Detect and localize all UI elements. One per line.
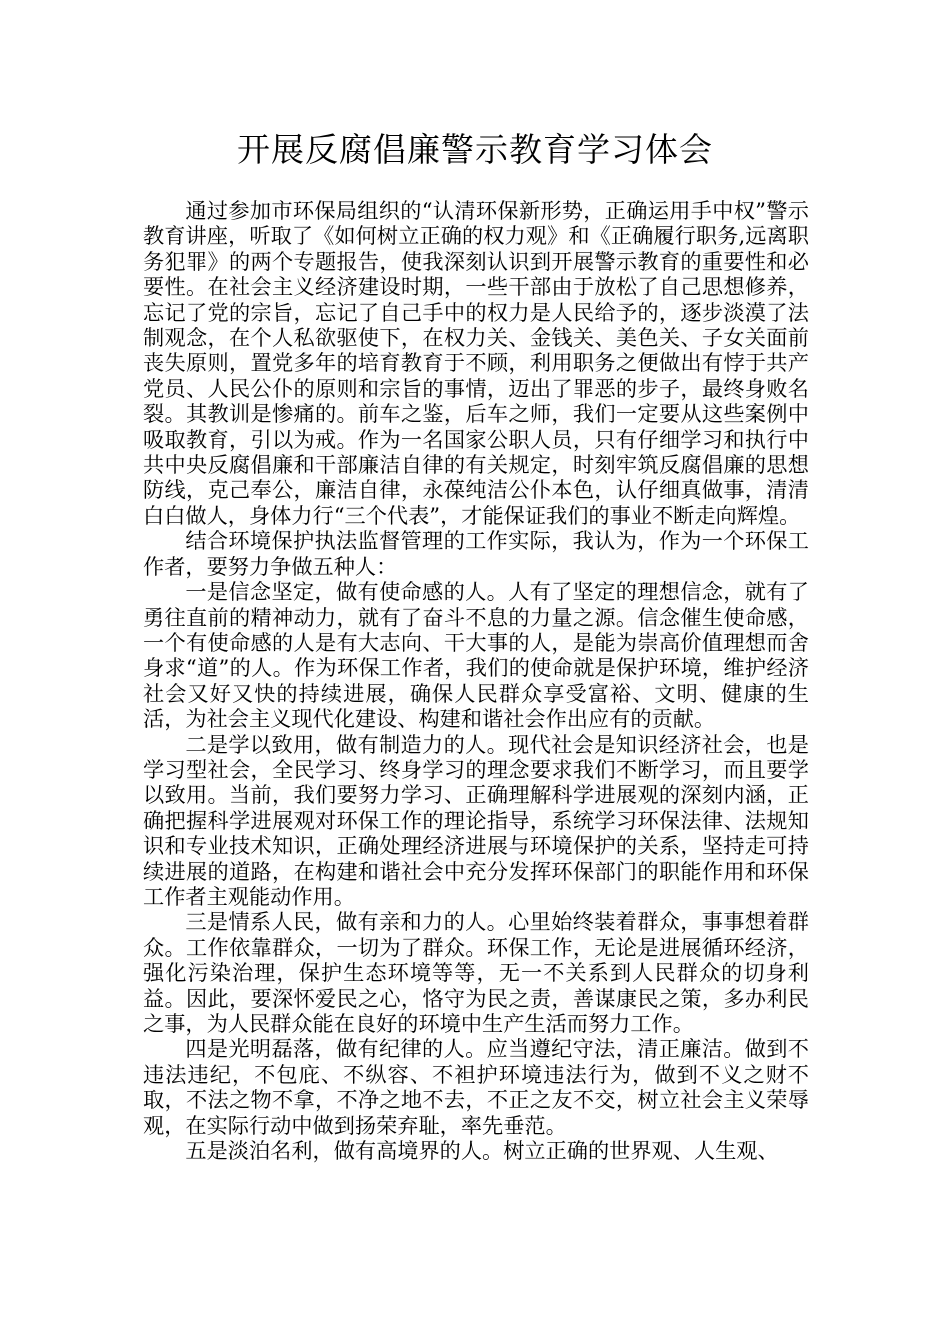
paragraph-point-three: 三是情系人民，做有亲和力的人。心里始终装着群众，事事想着群众。工作依靠群众，一切为了群众。环保工作，无论是进展循环经济，强化污染治理，保护生态环境等等，无一不关系到人民群众的切身利益。因此，要深怀爱民之心，恪守为民之责，善谋康民之策，多办利民之事，为人民群众能在良好的环境中生产生活而努力工作。 <box>143 909 809 1036</box>
document-body <box>143 198 809 1163</box>
paragraph-intro: 通过参加市环保局组织的“认清环保新形势，正确运用手中权”警示教育讲座，听取了《如何树立正确的权力观》和《正确履行职务,远离职务犯罪》的两个专题报告，使我深刻认识到开展警示教育的重要性和必要性。在社会主义经济建设时期，一些干部由于放松了自己思想修养，忘记了党的宗旨，忘记了自己手中的权力是人民给予的，逐步淡漠了法制观念，在个人私欲驱使下，在权力关、金钱关、美色关、子女关面前丧失原则，置党多年的培育教育于不顾，利用职务之便做出有悖于共产党员、人民公仆的原则和宗旨的事情，迈出了罪恶的步子，最终身败名裂。其教训是惨痛的。前车之鉴，后车之师，我们一定要从这些案例中吸取教育，引以为戒。作为一名国家公职人员，只有仔细学习和执行中共中央反腐倡廉和干部廉洁自律的有关规定，时刻牢筑反腐倡廉的思想防线，克己奉公，廉洁自律，永葆纯洁公仆本色，认仔细真做事，清清白白做人，身体力行“三个代表”，才能保证我们的事业不断走向辉煌。 <box>143 198 809 528</box>
paragraph-point-five: 五是淡泊名利，做有高境界的人。树立正确的世界观、人生观、 <box>185 1138 779 1164</box>
paragraph-five-kinds: 结合环境保护执法监督管理的工作实际，我认为，作为一个环保工作者，要努力争做五种人： <box>143 528 809 579</box>
paragraph-point-one: 一是信念坚定，做有使命感的人。人有了坚定的理想信念，就有了勇往直前的精神动力，就有了奋斗不息的力量之源。信念催生使命感，一个有使命感的人是有大志向、干大事的人，是能为崇高价值理想而舍身求“道”的人。作为环保工作者，我们的使命就是保护环境，维护经济社会又好又快的持续进展，确保人民群众享受富裕、文明、健康的生活，为社会主义现代化建设、构建和谐社会作出应有的贡献。 <box>143 579 809 732</box>
paragraph-point-four: 四是光明磊落，做有纪律的人。应当遵纪守法，清正廉洁。做到不违法违纪，不包庇、不纵容、不袒护环境违法行为，做到不义之财不取，不法之物不拿，不净之地不去，不正之友不交，树立社会主义荣辱观，在实际行动中做到扬荣弃耻，率先垂范。 <box>143 1036 809 1138</box>
document-title: 开展反腐倡廉警示教育学习体会 <box>237 130 713 169</box>
paragraph-point-two: 二是学以致用，做有制造力的人。现代社会是知识经济社会，也是学习型社会，全民学习、终身学习的理念要求我们不断学习，而且要学以致用。当前，我们要努力学习、正确理解科学进展观的深刻内涵，正确把握科学进展观对环保工作的理论指导，系统学习环保法律、法规知识和专业技术知识，正确处理经济进展与环境保护的关系，坚持走可持续进展的道路，在构建和谐社会中充分发挥环保部门的职能作用和环保工作者主观能动作用。 <box>143 731 809 909</box>
